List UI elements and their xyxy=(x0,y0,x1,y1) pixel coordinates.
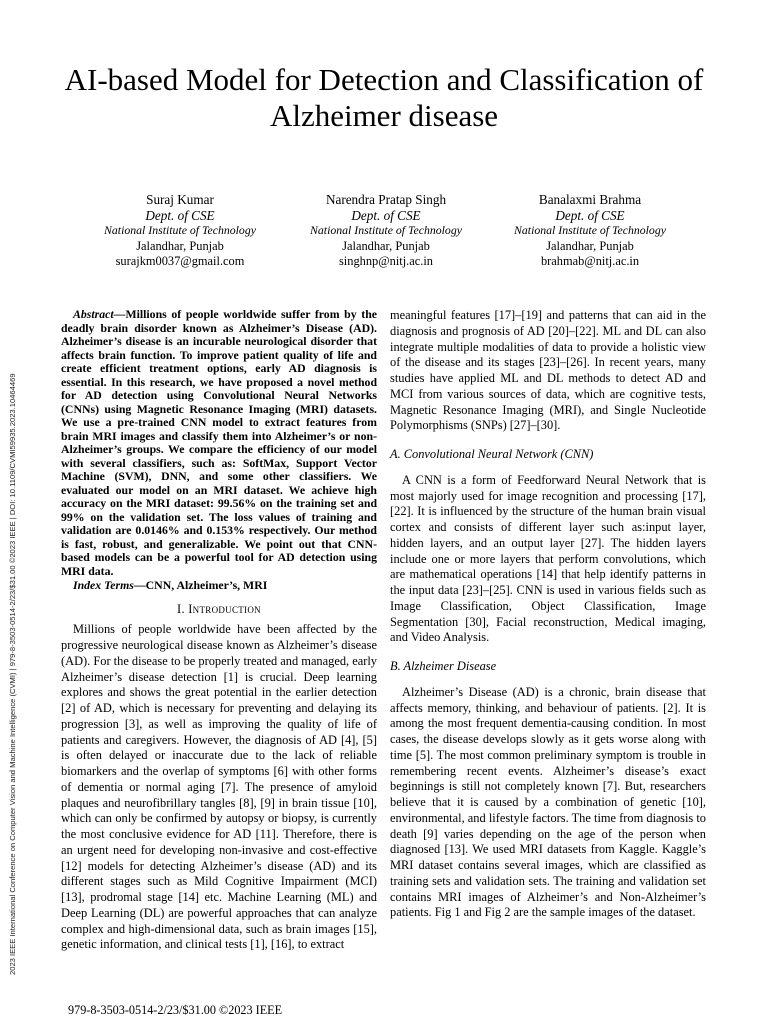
index-terms-label: Index Terms xyxy=(73,578,134,592)
abstract-label: Abstract xyxy=(73,307,114,321)
abstract xyxy=(61,308,377,578)
author-city: Jalandhar, Punjab xyxy=(546,238,634,253)
author-institution: National Institute of Technology xyxy=(104,223,256,237)
cnn-paragraph: A CNN is a form of Feedforward Neural Network that is most majorly used for image recognition and processing [17], [22]. It is influenced by the structure of the human brain visual cortex and consists of different layer such as:input layer, hidden layers, and an output layer [27]. The hidden layers include one or more layers that perform convolutions, which are mathematical operations [14] that help identify patterns in the input data [23]–[25]. CNN is used in various fields such as Image Classification, Object Classification, Image Segmentation [30], Facial reconstruction, Medical imaging, and Video Analysis. xyxy=(390,472,706,645)
introduction-paragraph: Millions of people worldwide have been affected by the progressive neurological disease known as Alzheimer’s disease (AD). For the disease to be properly treated and managed, early Alzheimer’s disease detection [1] is crucial. Deep learning explores and shows the great potential in the earlier detection [2] of AD, which is necessary for preventing and delaying its progression [3], as well as improving the quality of life of patients and caregivers. However, the diagnosis of AD [4], [5] is often delayed or inaccurate due to the lack of reliable biomarkers and the overlap of symptoms [6] with other forms of dementia or normal aging [7]. The presence of amyloid plaques and neurofibrillary tangles [8], [9] in brain tissue [10], which can only be confirmed by autopsy or biopsy, is currently the most conclusive evidence for AD [11]. Therefore, there is an urgent need for developing non-invasive and cost-effective [12] models for detecting Alzheimer’s disease (AD) and its different stages such as Mild Cognitive Impairment (MCI) [13], prodromal stage [14] etc. Machine Learning (ML) and Deep Learning (DL) are powerful approaches that can analyze complex and high-dimensional data, such as brain images [15], genetic information, and clinical tests [1], [16], to extract xyxy=(61,622,377,952)
author-institution: National Institute of Technology xyxy=(310,223,462,237)
author-block-1 xyxy=(80,192,280,270)
author-dept: Dept. of CSE xyxy=(555,207,625,223)
section-title-introduction: I. Introduction xyxy=(177,601,261,616)
subsection-title-cnn: A. Convolutional Neural Network (CNN) xyxy=(390,447,594,461)
doi-sidebar xyxy=(5,195,21,975)
author-institution: National Institute of Technology xyxy=(514,223,666,237)
author-dept: Dept. of CSE xyxy=(145,207,215,223)
author-city: Jalandhar, Punjab xyxy=(342,238,430,253)
author-city: Jalandhar, Punjab xyxy=(136,238,224,253)
subsection-title-alzheimer: B. Alzheimer Disease xyxy=(390,659,497,673)
left-column xyxy=(61,308,377,953)
author-email: singhnp@nitj.ac.in xyxy=(338,254,433,268)
alzheimer-paragraph: Alzheimer’s Disease (AD) is a chronic, brain disease that affects memory, thinking, and behaviour of patients. [2]. It is among the most frequent dementia-causing condition. In most cases, the disease develops slowly as it gets worse along with time [5]. The most common preliminary symptom is trouble in remembering recent events. Alzheimer’s disease’s exact beginnings is still not completely known [7]. But, researchers believe that it is caused by a combination of genetic [10], environmental, and lifestyle factors. The time from diagnosis to death [9] varies depending on the age of the person when diagnosed [13]. We used MRI datasets from Kaggle. Kaggle’s MRI dataset contains several images, which are classified as training sets and validation sets. The training and validation set contains MRI images of Alzheimer’s and Non-Alzheimer’s patients. Fig 1 and Fig 2 are the sample images of the dataset. xyxy=(390,684,706,920)
author-dept: Dept. of CSE xyxy=(351,207,421,223)
author-block-2 xyxy=(286,192,486,270)
author-email: surajkm0037@gmail.com xyxy=(115,254,245,268)
doi-sidebar-text: 2023 IEEE International Conference on Computer Vision and Machine Intelligence (CVMI) | 979-8-3503-0514-2/23/$31.00 ©2023 IEEE | DOI: 10.1109/CVMI59935.2023.10464469 xyxy=(8,373,17,975)
author-name: Banalaxmi Brahma xyxy=(538,192,642,207)
copyright-footer: 979-8-3503-0514-2/23/$31.00 ©2023 IEEE xyxy=(68,1003,283,1017)
author-email: brahmab@nitj.ac.in xyxy=(540,254,640,268)
right-column xyxy=(390,308,706,921)
paper-title: AI-based Model for Detection and Classification of Alzheimer disease xyxy=(64,62,704,133)
introduction-continued: meaningful features [17]–[19] and patterns that can aid in the diagnosis and prognosis of AD [20]–[22]. ML and DL can also integrate multiple modalities of data to provide a holistic view of the disease and its stages [23]–[26]. In recent years, many studies have applied ML and DL methods to detect AD and MCI from various sources of data, which are cognitive tests, Magnetic Resonance Imaging (MRI), and Single Nucleotide Polymorphisms (SNPs) [27]–[30]. xyxy=(390,308,706,433)
author-name: Suraj Kumar xyxy=(146,192,214,207)
abstract-text: —Millions of people worldwide suffer from by the deadly brain disorder known as Alzheimer’s Disease (AD). Alzheimer’s disease is an incurable neurological disorder that affects brain function. To improve patient quality of life and create efficient treatment options, early AD diagnosis is essential. In this research, we have proposed a novel method for AD detection using Convolutional Neural Networks (CNNs) using Magnetic Resonance Imaging (MRI) datasets. We use a pre-trained CNN model to extract features from brain MRI images and classify them into Alzheimer’s or non-Alzheimer’s groups. We compare the efficiency of our model with several classifiers, such as: SoftMax, Support Vector Machine (SVM), DNN, and some other classifiers. We evaluated our model on an MRI dataset. We achieve high accuracy on the MRI dataset: 99.56% on the training set and 99% on the validation set. The loss values of training and validation are 0.0146% and 0.153% respectively. Our method is fast, robust, and generalizable. We point out that CNN-based models can be a powerful tool for AD detection using MRI data. xyxy=(61,307,377,578)
author-name: Narendra Pratap Singh xyxy=(325,192,447,207)
index-terms-text: —CNN, Alzheimer’s, MRI xyxy=(133,578,268,592)
index-terms xyxy=(61,579,377,593)
author-block-3 xyxy=(490,192,690,270)
